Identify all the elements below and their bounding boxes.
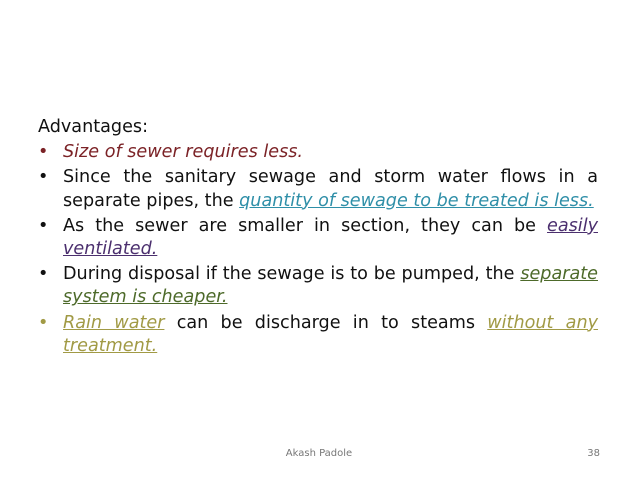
item-text: Size of sewer requires less. <box>63 142 304 163</box>
list-item <box>38 263 598 309</box>
footer-author: Akash Padole <box>285 448 353 459</box>
list-item <box>38 215 598 261</box>
advantages-list <box>38 141 598 358</box>
item-text: During disposal if the sewage is to be pumped, the <box>63 264 521 285</box>
list-item <box>38 312 598 358</box>
item-text: Since the sanitary sewage and storm water flows in a separate pipes, the <box>63 167 598 211</box>
item-emphasis: easily ventilated. <box>63 215 598 260</box>
list-item <box>38 166 598 212</box>
item-emphasis: separate system is cheaper. <box>63 264 598 308</box>
bullet-icon: • <box>38 167 49 188</box>
item-emphasis: Rain water <box>63 312 165 333</box>
list-item <box>38 141 598 164</box>
bullet-icon: • <box>38 142 49 163</box>
item-text: can be discharge in to steams <box>164 312 488 333</box>
item-text: As the sewer are smaller in section, they can be <box>63 215 548 236</box>
slide-content <box>38 116 598 360</box>
page-number: 38 <box>587 448 600 459</box>
bullet-icon: • <box>38 215 49 236</box>
item-emphasis: without any treatment. <box>63 312 599 356</box>
bullet-icon: • <box>38 264 49 285</box>
bullet-icon: • <box>38 312 49 333</box>
item-emphasis: quantity of sewage to be treated is less. <box>239 190 594 211</box>
advantages-heading: Advantages: <box>38 117 149 137</box>
